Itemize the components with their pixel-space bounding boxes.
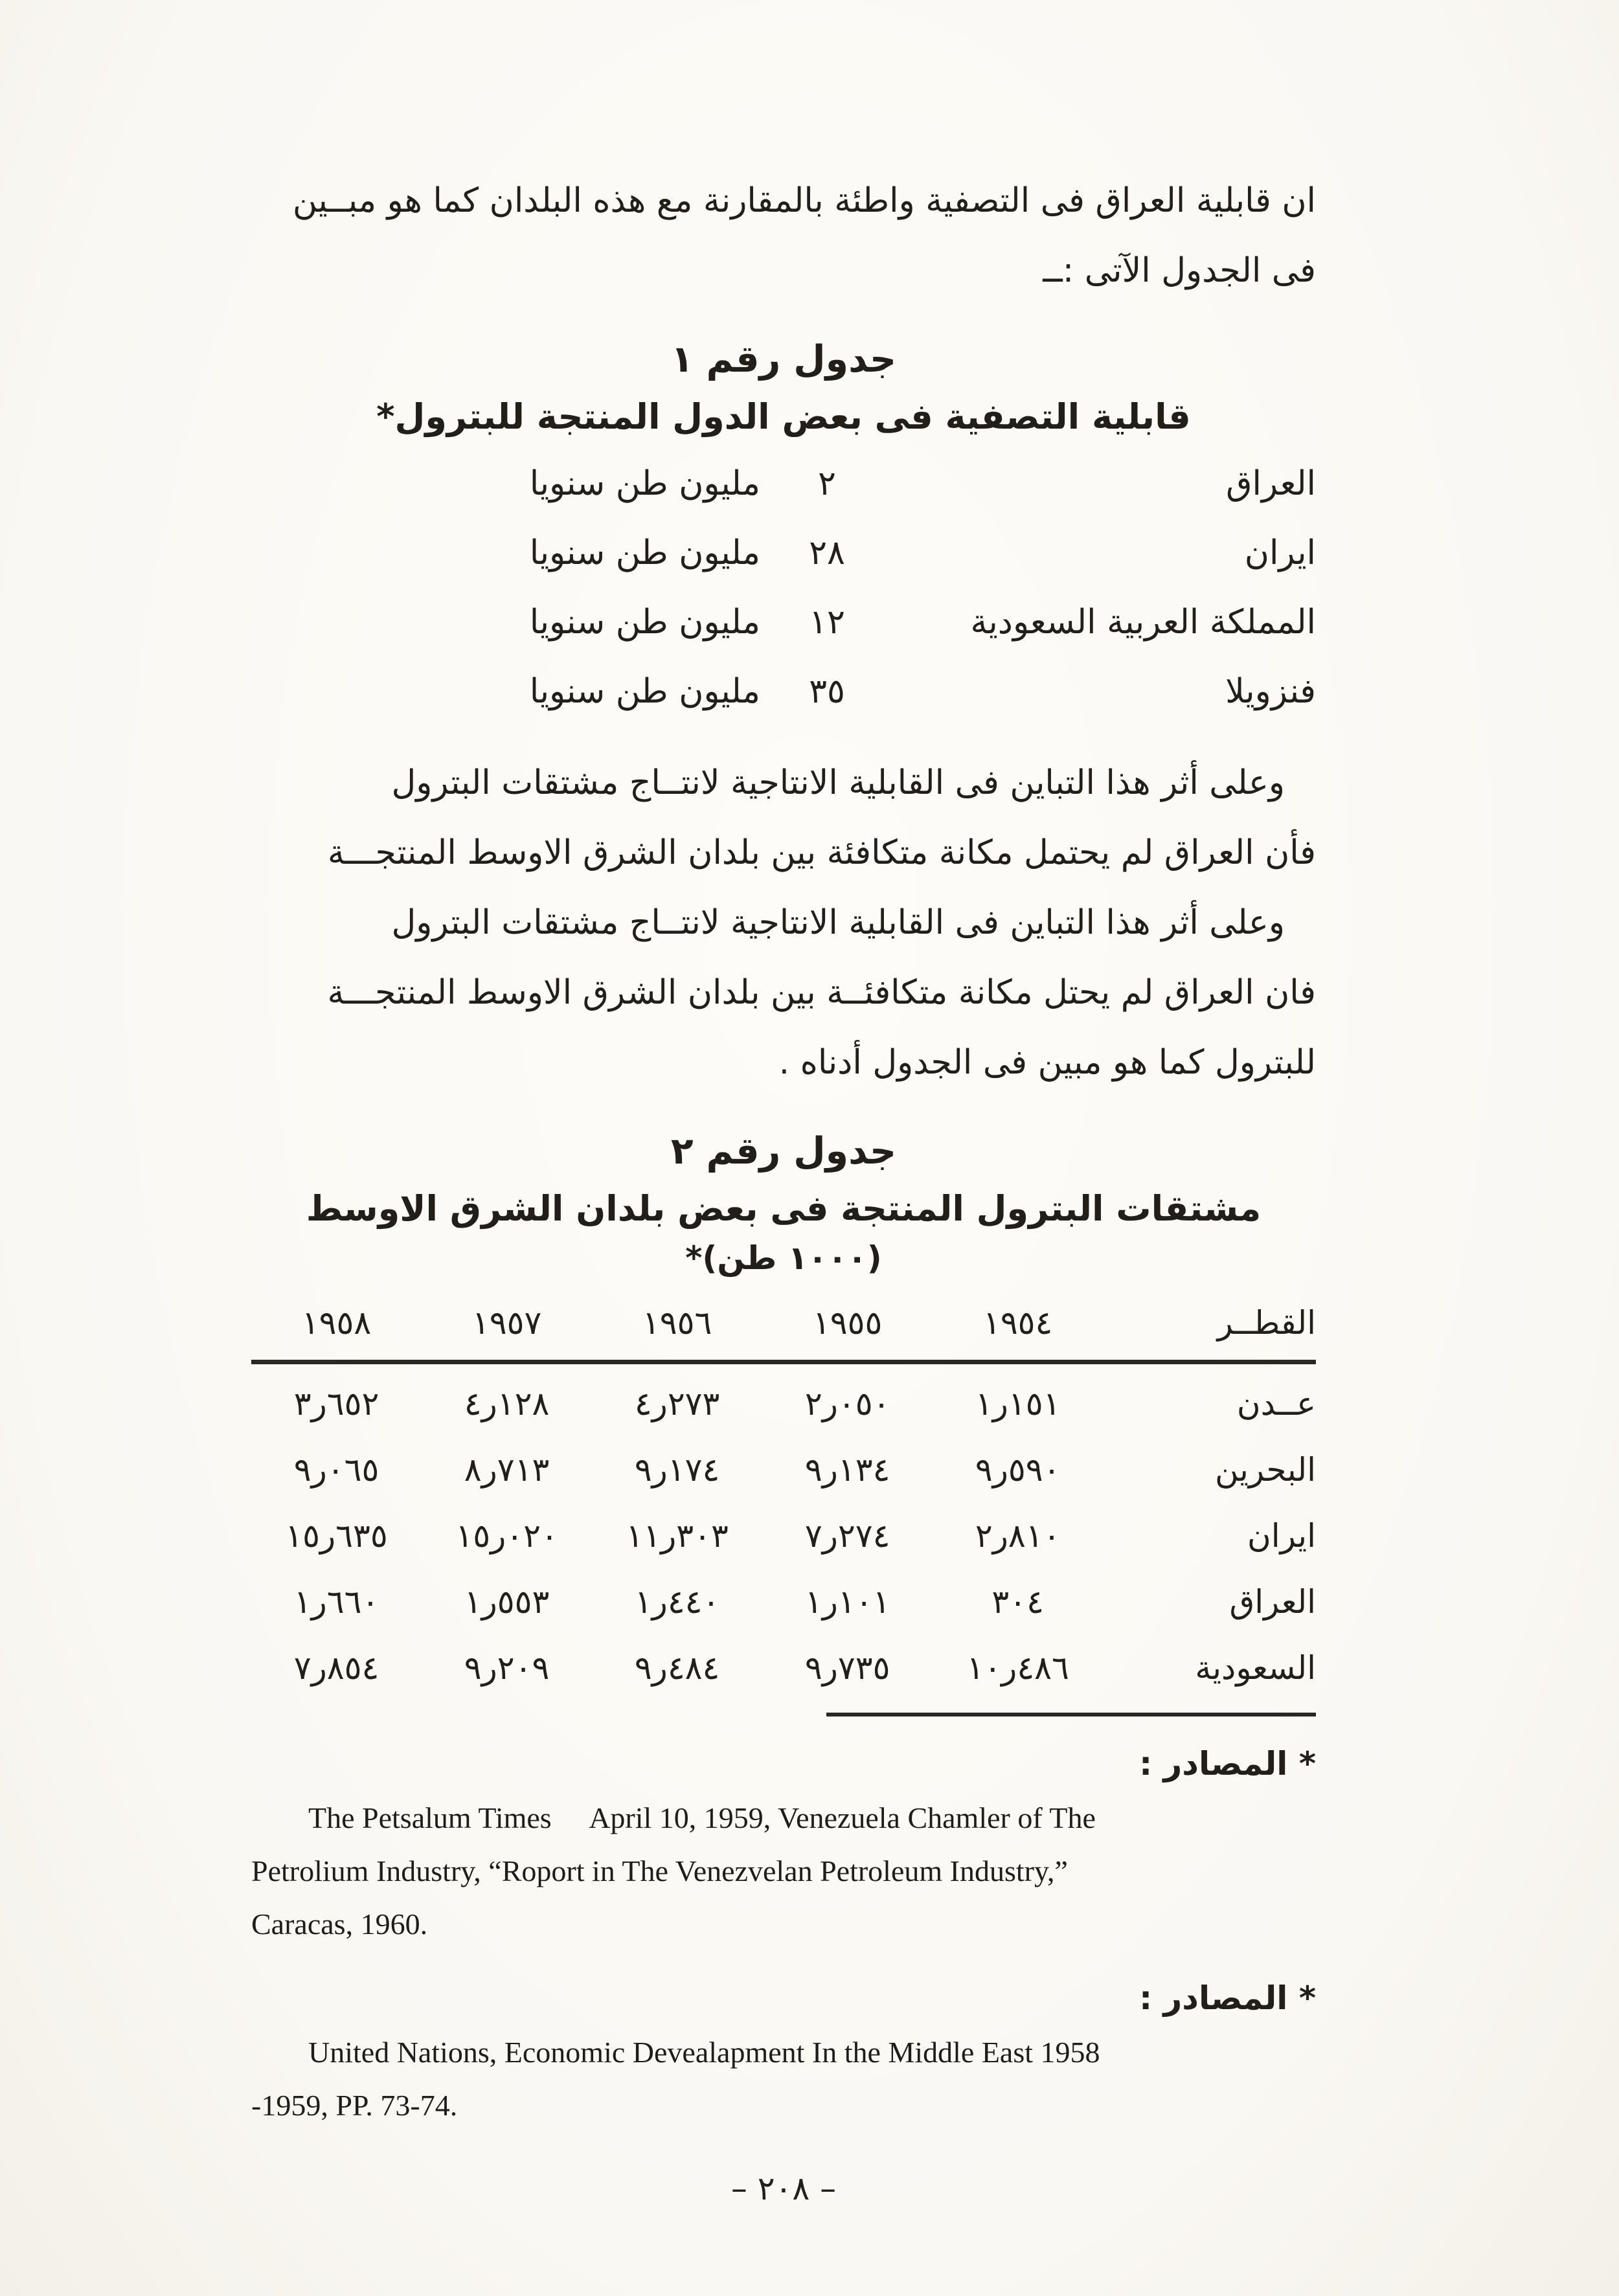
country-name: المملكة العربية السعودية [970, 603, 1316, 642]
footnote-sources-1 [251, 1745, 1316, 1951]
footnote-line: United Nations, Economic Devealapment In the Middle East 1958 [308, 2036, 1100, 2069]
page-content [251, 166, 1316, 2207]
country-cell: ايران [1247, 1517, 1316, 1555]
country-cell: عــدن [1236, 1385, 1316, 1423]
footnote-sources-2 [251, 1979, 1316, 2132]
table1-row [251, 534, 1316, 603]
page-number: – ٢٠٨ – [730, 2170, 837, 2207]
value-cell: ١٥ر٦٣٥ [285, 1517, 388, 1555]
country-name: ايران [1244, 534, 1316, 572]
value-cell: ٩ر٧٣٥ [804, 1649, 890, 1687]
value-cell: ٣ر٦٥٢ [293, 1385, 379, 1423]
country-cell: البحرين [1214, 1451, 1316, 1489]
value-cell: ١ر١٠١ [804, 1583, 890, 1621]
country-name: العراق [1226, 464, 1316, 503]
value-cell: ٧ر٢٧٤ [804, 1517, 890, 1555]
year-column-header: ١٩٥٦ [592, 1304, 762, 1362]
footnote-line: The Petsalum Times April 10, 1959, Venezuela Chamler of The [308, 1801, 1096, 1834]
country-cell: السعودية [1195, 1649, 1316, 1687]
year-column-header: ١٩٥٨ [251, 1304, 422, 1362]
value-cell: ٩ر٥٩٠ [975, 1451, 1061, 1489]
capacity-value: ٢ [818, 464, 836, 503]
table-row [251, 1362, 1316, 1431]
intro-line-2: فى الجدول الآتى :ــ [1043, 251, 1316, 290]
value-cell: ١ر١٥١ [975, 1385, 1061, 1423]
capacity-value: ٣٥ [809, 672, 845, 711]
body-paragraph [251, 748, 1316, 1097]
footnote-label: * المصادر : [1139, 1745, 1316, 1783]
body-line-4: فان العراق لم يحتل مكانة متكافئــة بين بلدان الشرق الاوسط المنتجـــة [327, 973, 1316, 1012]
table1-caption: جدول رقم ١ [670, 338, 897, 381]
value-cell: ٤ر١٢٨ [464, 1385, 550, 1423]
intro-paragraph [251, 166, 1316, 306]
table2 [251, 1304, 1316, 1694]
value-cell: ١ر٥٥٣ [464, 1583, 550, 1621]
country-name: فنزويلا [1225, 672, 1316, 711]
value-cell: ٣٠٤ [991, 1583, 1044, 1621]
table2-title: مشتقات البترول المنتجة فى بعض بلدان الشرق الاوسط [306, 1188, 1262, 1229]
capacity-value: ٢٨ [809, 534, 845, 572]
table-row [251, 1496, 1316, 1562]
footnote-label: * المصادر : [1139, 1979, 1316, 2017]
value-cell: ٩ر٠٦٥ [293, 1451, 379, 1489]
table1-row [251, 464, 1316, 534]
table-row [251, 1562, 1316, 1628]
table1-row [251, 603, 1316, 672]
table2-subtitle: (١٠٠٠ طن)* [685, 1239, 882, 1277]
footnote-text [251, 1792, 1316, 1951]
value-cell: ١٠ر٤٨٦ [966, 1649, 1069, 1687]
table2-header-row [251, 1304, 1316, 1362]
table2-caption: جدول رقم ٢ [670, 1130, 897, 1173]
table1-row [251, 672, 1316, 741]
table-row [251, 1628, 1316, 1694]
value-cell: ١٥ر٠٢٠ [455, 1517, 558, 1555]
value-cell: ١ر٤٤٠ [634, 1583, 720, 1621]
intro-line-1: ان قابلية العراق فى التصفية واطئة بالمقارنة مع هذه البلدان كما هو مبــين [292, 181, 1316, 220]
value-cell: ٩ر٢٠٩ [464, 1649, 550, 1687]
value-cell: ٤ر٢٧٣ [634, 1385, 720, 1423]
table1 [251, 464, 1316, 741]
capacity-unit: مليون طن سنويا [529, 534, 760, 572]
table-row [251, 1430, 1316, 1496]
year-column-header: ١٩٥٥ [762, 1304, 933, 1362]
value-cell: ٩ر١٣٤ [804, 1451, 890, 1489]
value-cell: ٩ر١٧٤ [634, 1451, 720, 1489]
capacity-unit: مليون طن سنويا [529, 464, 760, 503]
capacity-value: ١٢ [809, 603, 845, 642]
footnote-line: Caracas, 1960. [251, 1908, 428, 1941]
value-cell: ٧ر٨٥٤ [293, 1649, 379, 1687]
table1-title: قابلية التصفية فى بعض الدول المنتجة للبترول* [376, 396, 1191, 437]
year-column-header: ١٩٥٤ [933, 1304, 1103, 1362]
value-cell: ٨ر٧١٣ [464, 1451, 550, 1489]
value-cell: ٢ر٨١٠ [975, 1517, 1061, 1555]
capacity-unit: مليون طن سنويا [529, 672, 760, 711]
year-column-header: ١٩٥٧ [422, 1304, 592, 1362]
table-bottom-rule [826, 1713, 1316, 1716]
value-cell: ٢ر٠٥٠ [804, 1385, 890, 1423]
body-line-2: فأن العراق لم يحتمل مكانة متكافئة بين بلدان الشرق الاوسط المنتجـــة [327, 833, 1316, 872]
country-column-header: القطــر [1103, 1304, 1316, 1362]
body-line-3: وعلى أثر هذا التباين فى القابلية الانتاجية لانتــاج مشتقات البترول [391, 903, 1285, 942]
value-cell: ١١ر٣٠٣ [626, 1517, 729, 1555]
body-line-1: وعلى أثر هذا التباين فى القابلية الانتاجية لانتــاج مشتقات البترول [391, 763, 1285, 802]
country-cell: العراق [1229, 1583, 1316, 1621]
value-cell: ١ر٦٦٠ [293, 1583, 379, 1621]
capacity-unit: مليون طن سنويا [529, 603, 760, 642]
value-cell: ٩ر٤٨٤ [634, 1649, 720, 1687]
body-line-5: للبترول كما هو مبين فى الجدول أدناه . [778, 1043, 1316, 1082]
footnote-line: Petrolium Industry, “Roport in The Venezvelan Petroleum Industry,” [251, 1854, 1068, 1887]
footnote-line: -1959, PP. 73-74. [251, 2089, 458, 2122]
footnote-text [251, 2026, 1316, 2132]
